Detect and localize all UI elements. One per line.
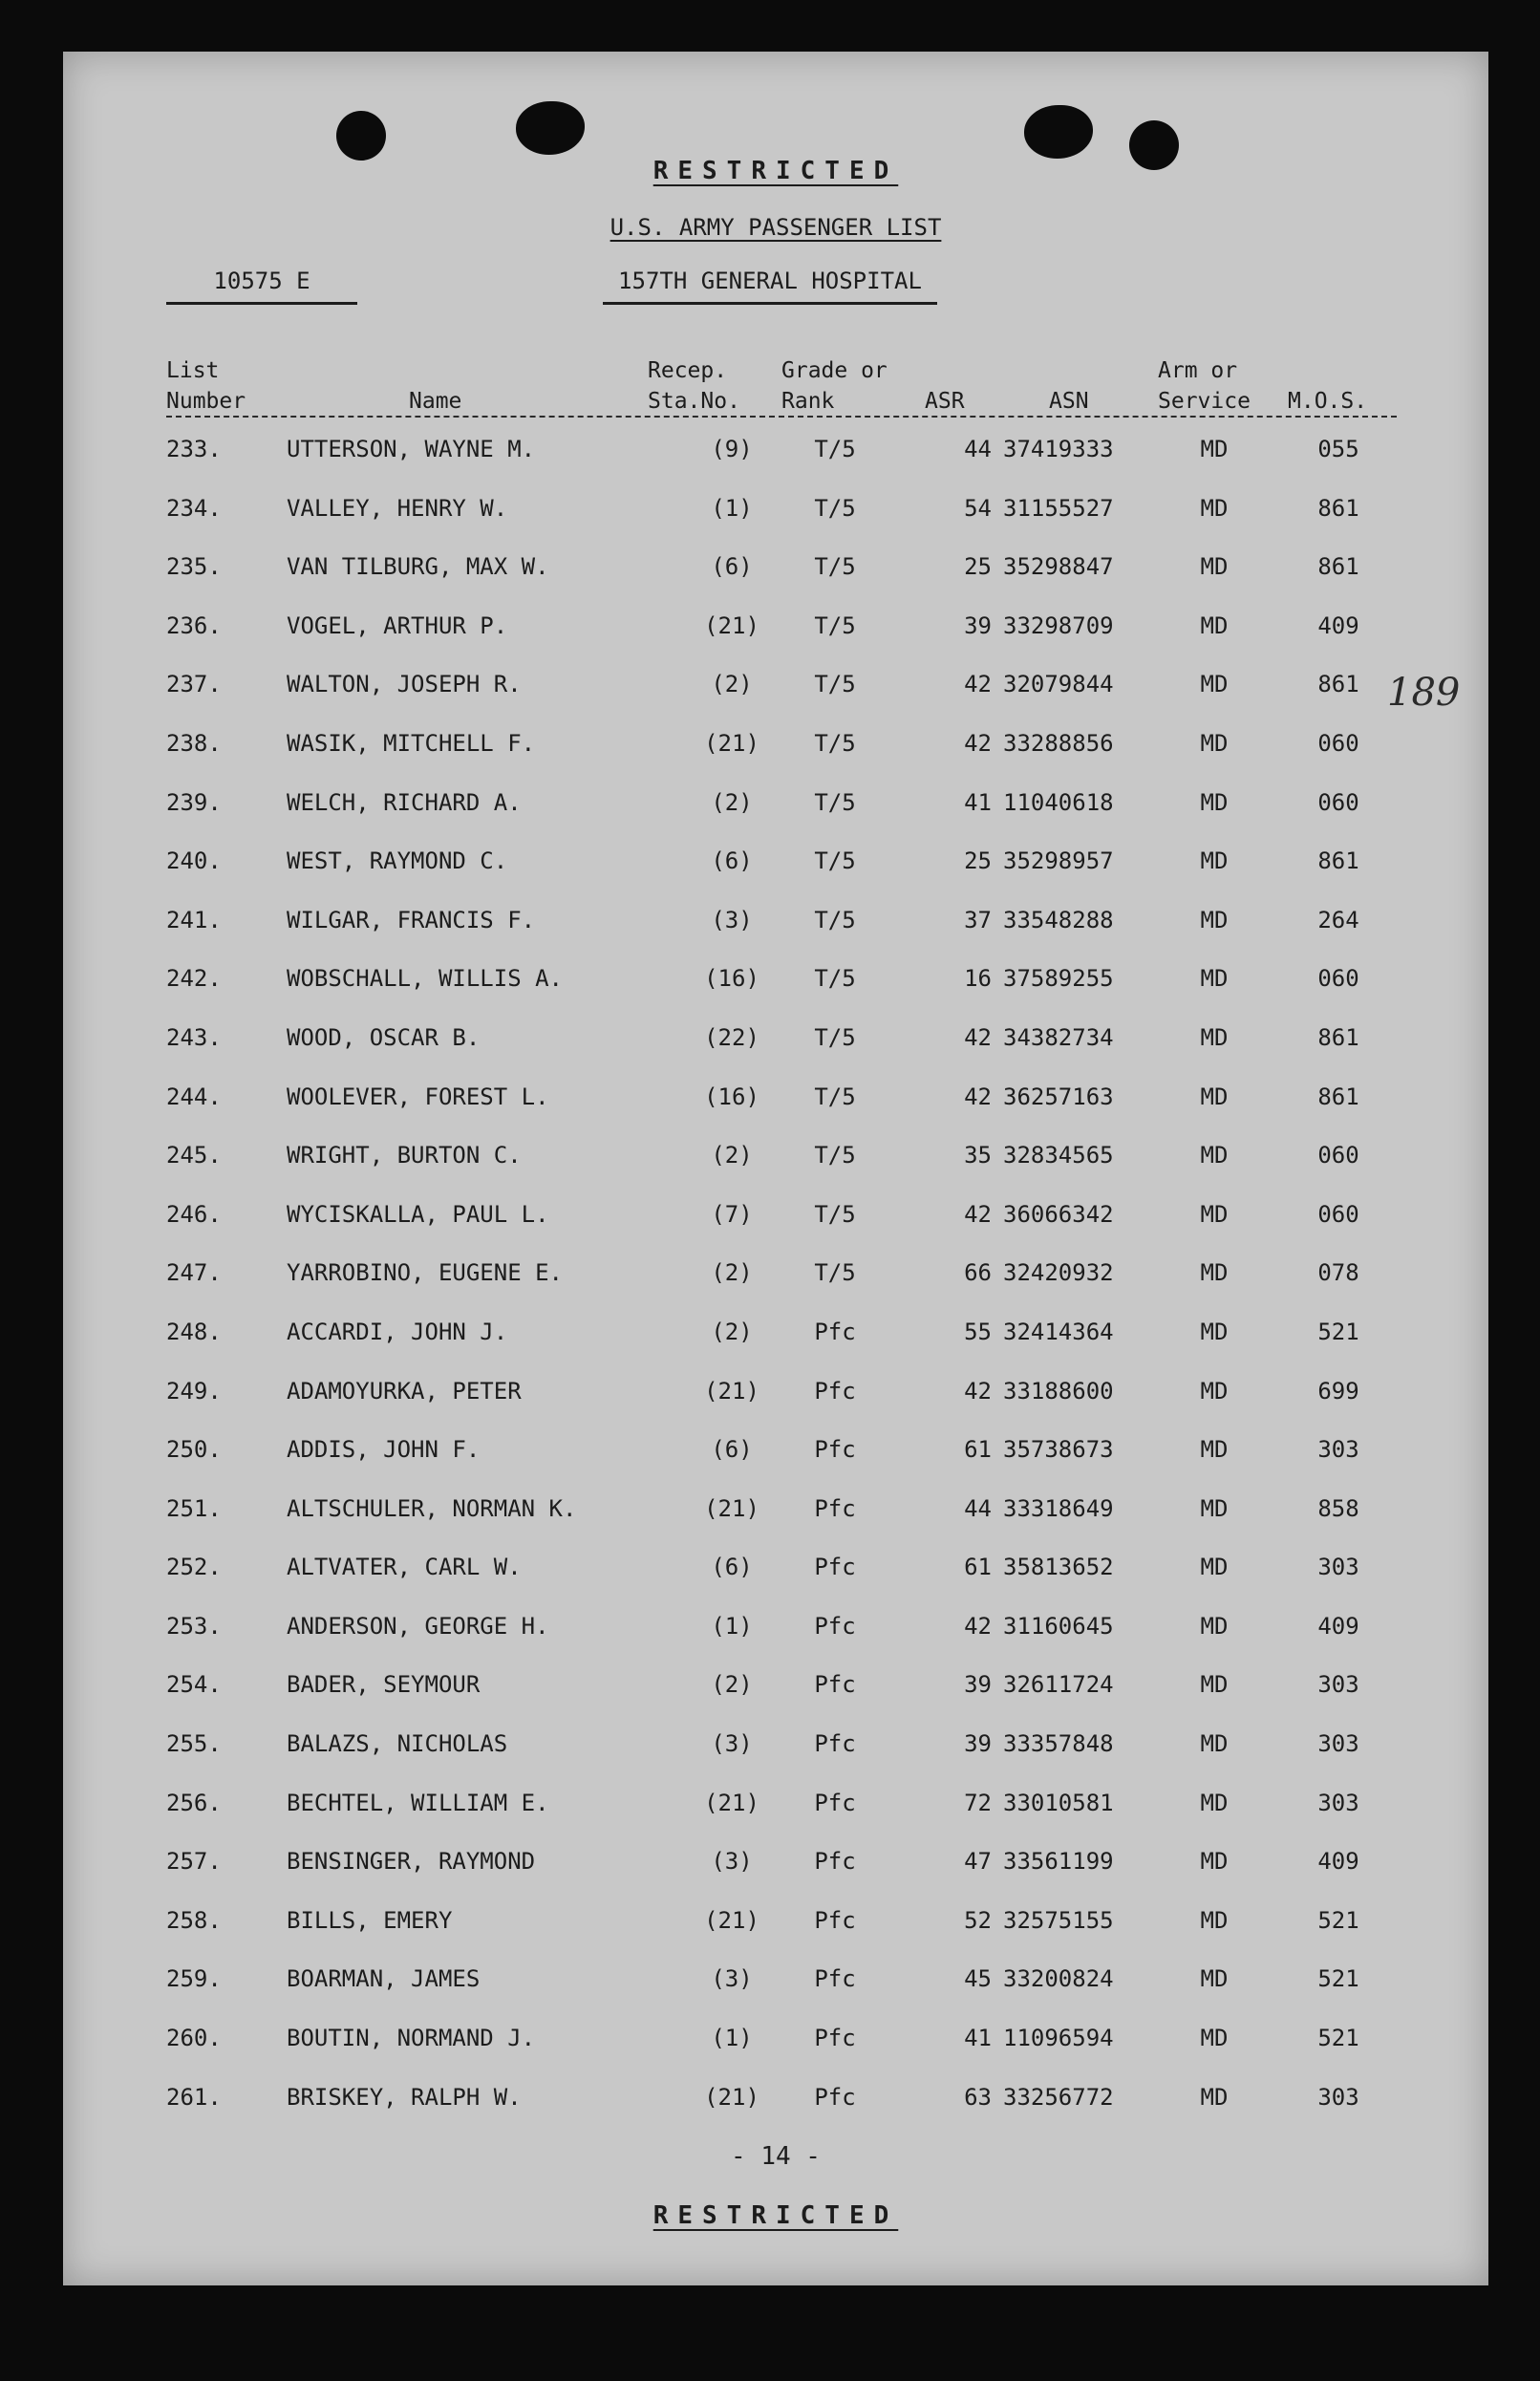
table-row: [63, 1495, 1488, 1555]
arm-service: MD: [1200, 494, 1229, 522]
mos-code: 060: [1317, 965, 1359, 993]
station-number: (2): [711, 671, 753, 698]
list-number: 247.: [166, 1259, 222, 1287]
passenger-name: WOBSCHALL, WILLIS A.: [287, 965, 563, 993]
serial-number: 35298847: [1003, 553, 1114, 581]
asr-score: 54: [964, 494, 992, 522]
serial-number: 11040618: [1003, 788, 1114, 816]
arm-service: MD: [1200, 671, 1229, 698]
grade-rank: Pfc: [814, 1318, 856, 1345]
arm-service: MD: [1200, 2083, 1229, 2111]
grade-rank: Pfc: [814, 1494, 856, 1522]
serial-number: 31155527: [1003, 494, 1114, 522]
mos-code: 303: [1317, 1730, 1359, 1758]
mos-code: 060: [1317, 729, 1359, 757]
table-row: [63, 612, 1488, 672]
station-number: (21): [704, 1906, 759, 1934]
mos-code: 409: [1317, 1612, 1359, 1640]
station-number: (21): [704, 1377, 759, 1405]
passenger-name: WYCISKALLA, PAUL L.: [287, 1200, 549, 1228]
passenger-name: WASIK, MITCHELL F.: [287, 729, 536, 757]
station-number: (2): [711, 1318, 753, 1345]
table-row: [63, 1142, 1488, 1201]
serial-number: 33288856: [1003, 729, 1114, 757]
passenger-name: VAN TILBURG, MAX W.: [287, 553, 549, 581]
serial-number: 33256772: [1003, 2083, 1114, 2111]
passenger-name: ACCARDI, JOHN J.: [287, 1318, 508, 1345]
station-number: (7): [711, 1200, 753, 1228]
document-title: U.S. ARMY PASSENGER LIST: [610, 214, 942, 241]
mos-code: 055: [1317, 436, 1359, 462]
mos-code: 521: [1317, 1318, 1359, 1345]
passenger-name: VALLEY, HENRY W.: [287, 494, 508, 522]
grade-rank: T/5: [814, 436, 856, 462]
station-number: (21): [704, 611, 759, 639]
header-classification: RESTRICTED: [652, 157, 899, 185]
passenger-name: ALTSCHULER, NORMAN K.: [287, 1494, 577, 1522]
grade-rank: T/5: [814, 553, 856, 581]
arm-service: MD: [1200, 2025, 1229, 2052]
grade-rank: T/5: [814, 1023, 856, 1051]
mos-code: 060: [1317, 1142, 1359, 1169]
col-header-name: Name: [409, 389, 462, 414]
table-row: [63, 1378, 1488, 1437]
mos-code: 861: [1317, 553, 1359, 581]
mos-code: 861: [1317, 1023, 1359, 1051]
asr-score: 61: [964, 1436, 992, 1464]
mos-code: 521: [1317, 1906, 1359, 1934]
mos-code: 060: [1317, 1200, 1359, 1228]
passenger-name: UTTERSON, WAYNE M.: [287, 436, 536, 462]
serial-number: 34382734: [1003, 1023, 1114, 1051]
arm-service: MD: [1200, 1259, 1229, 1287]
grade-rank: Pfc: [814, 1671, 856, 1699]
list-number: 235.: [166, 553, 222, 581]
list-code: 10575 E: [166, 268, 357, 305]
passenger-name: YARROBINO, EUGENE E.: [287, 1259, 563, 1287]
arm-service: MD: [1200, 847, 1229, 875]
table-row: [63, 907, 1488, 966]
passenger-name: WOOLEVER, FOREST L.: [287, 1083, 549, 1110]
station-number: (6): [711, 1436, 753, 1464]
mos-code: 699: [1317, 1377, 1359, 1405]
passenger-name: VOGEL, ARTHUR P.: [287, 611, 508, 639]
mos-code: 303: [1317, 2083, 1359, 2111]
asr-score: 42: [964, 1200, 992, 1228]
header-rule: [166, 416, 1397, 418]
passenger-name: WOOD, OSCAR B.: [287, 1023, 481, 1051]
serial-number: 32834565: [1003, 1142, 1114, 1169]
asr-score: 41: [964, 788, 992, 816]
col-header-station: Recep. Sta.No.: [648, 358, 740, 414]
arm-service: MD: [1200, 1142, 1229, 1169]
serial-number: 31160645: [1003, 1612, 1114, 1640]
station-number: (21): [704, 1494, 759, 1522]
table-row: [63, 1730, 1488, 1790]
arm-service: MD: [1200, 553, 1229, 581]
grade-rank: T/5: [814, 965, 856, 993]
asr-score: 61: [964, 1554, 992, 1581]
table-row: [63, 1790, 1488, 1849]
grade-rank: T/5: [814, 788, 856, 816]
grade-rank: Pfc: [814, 1377, 856, 1405]
serial-number: 35813652: [1003, 1554, 1114, 1581]
passenger-name: BECHTEL, WILLIAM E.: [287, 1789, 549, 1816]
serial-number: 32414364: [1003, 1318, 1114, 1345]
list-number: 236.: [166, 611, 222, 639]
mos-code: 861: [1317, 671, 1359, 698]
serial-number: 36257163: [1003, 1083, 1114, 1110]
col-header-grade: Grade or Rank: [781, 358, 888, 414]
table-row: [63, 1024, 1488, 1083]
list-number: 237.: [166, 671, 222, 698]
arm-service: MD: [1200, 1965, 1229, 1993]
grade-rank: Pfc: [814, 2083, 856, 2111]
station-number: (2): [711, 1671, 753, 1699]
table-row: [63, 1671, 1488, 1730]
serial-number: 37589255: [1003, 965, 1114, 993]
list-number: 258.: [166, 1906, 222, 1934]
list-number: 234.: [166, 494, 222, 522]
arm-service: MD: [1200, 906, 1229, 933]
serial-number: 33318649: [1003, 1494, 1114, 1522]
grade-rank: T/5: [814, 729, 856, 757]
station-number: (3): [711, 906, 753, 933]
list-number: 244.: [166, 1083, 222, 1110]
table-row: [63, 671, 1488, 730]
col-header-asn: ASN: [1049, 389, 1089, 414]
station-number: (3): [711, 1848, 753, 1876]
serial-number: 32079844: [1003, 671, 1114, 698]
table-row: [63, 1436, 1488, 1495]
station-number: (16): [704, 965, 759, 993]
arm-service: MD: [1200, 1848, 1229, 1876]
asr-score: 35: [964, 1142, 992, 1169]
asr-score: 42: [964, 1023, 992, 1051]
grade-rank: T/5: [814, 494, 856, 522]
list-number: 233.: [166, 436, 222, 462]
grade-rank: Pfc: [814, 1848, 856, 1876]
punch-hole-right-inner: [1024, 105, 1093, 159]
col-header-asr: ASR: [925, 389, 965, 414]
document-page: [63, 52, 1488, 2285]
mos-code: 303: [1317, 1436, 1359, 1464]
asr-score: 45: [964, 1965, 992, 1993]
mos-code: 409: [1317, 611, 1359, 639]
asr-score: 42: [964, 1377, 992, 1405]
col-header-list-number: List Number: [166, 358, 246, 414]
station-number: (1): [711, 494, 753, 522]
mos-code: 060: [1317, 788, 1359, 816]
station-number: (2): [711, 1259, 753, 1287]
passenger-name: WEST, RAYMOND C.: [287, 847, 508, 875]
station-number: (22): [704, 1023, 759, 1051]
passenger-name: ALTVATER, CARL W.: [287, 1554, 522, 1581]
grade-rank: Pfc: [814, 1554, 856, 1581]
asr-score: 55: [964, 1318, 992, 1345]
list-number: 254.: [166, 1671, 222, 1699]
list-number: 246.: [166, 1200, 222, 1228]
asr-score: 25: [964, 553, 992, 581]
asr-score: 42: [964, 1083, 992, 1110]
list-number: 248.: [166, 1318, 222, 1345]
mos-code: 303: [1317, 1554, 1359, 1581]
passenger-name: BILLS, EMERY: [287, 1906, 453, 1934]
grade-rank: T/5: [814, 847, 856, 875]
serial-number: 32575155: [1003, 1906, 1114, 1934]
station-number: (2): [711, 1142, 753, 1169]
serial-number: 33188600: [1003, 1377, 1114, 1405]
passenger-name: WALTON, JOSEPH R.: [287, 671, 522, 698]
serial-number: 33200824: [1003, 1965, 1114, 1993]
passenger-name: WRIGHT, BURTON C.: [287, 1142, 522, 1169]
passenger-name: ANDERSON, GEORGE H.: [287, 1612, 549, 1640]
station-number: (6): [711, 847, 753, 875]
arm-service: MD: [1200, 1494, 1229, 1522]
grade-rank: Pfc: [814, 1965, 856, 1993]
grade-rank: Pfc: [814, 2025, 856, 2052]
table-row: [63, 847, 1488, 907]
mos-code: 303: [1317, 1671, 1359, 1699]
serial-number: 33561199: [1003, 1848, 1114, 1876]
passenger-name: WILGAR, FRANCIS F.: [287, 906, 536, 933]
list-number: 241.: [166, 906, 222, 933]
serial-number: 33357848: [1003, 1730, 1114, 1758]
list-number: 249.: [166, 1377, 222, 1405]
asr-score: 25: [964, 847, 992, 875]
asr-score: 47: [964, 1848, 992, 1876]
list-number: 256.: [166, 1789, 222, 1816]
list-number: 260.: [166, 2025, 222, 2052]
grade-rank: Pfc: [814, 1906, 856, 1934]
asr-score: 63: [964, 2083, 992, 2111]
table-row: [63, 1848, 1488, 1907]
list-number: 253.: [166, 1612, 222, 1640]
table-row: [63, 495, 1488, 554]
list-number: 245.: [166, 1142, 222, 1169]
asr-score: 52: [964, 1906, 992, 1934]
serial-number: 32420932: [1003, 1259, 1114, 1287]
arm-service: MD: [1200, 1671, 1229, 1699]
mos-code: 409: [1317, 1848, 1359, 1876]
passenger-name: ADAMOYURKA, PETER: [287, 1377, 522, 1405]
mos-code: 858: [1317, 1494, 1359, 1522]
asr-score: 42: [964, 1612, 992, 1640]
arm-service: MD: [1200, 729, 1229, 757]
grade-rank: Pfc: [814, 1730, 856, 1758]
mos-code: 303: [1317, 1789, 1359, 1816]
grade-rank: T/5: [814, 906, 856, 933]
punch-hole-left: [336, 111, 386, 161]
asr-score: 44: [964, 436, 992, 462]
station-number: (9): [711, 436, 753, 462]
table-row: [63, 2025, 1488, 2084]
station-number: (3): [711, 1730, 753, 1758]
arm-service: MD: [1200, 436, 1229, 462]
passenger-name: BENSINGER, RAYMOND: [287, 1848, 536, 1876]
arm-service: MD: [1200, 1377, 1229, 1405]
grade-rank: T/5: [814, 1142, 856, 1169]
grade-rank: T/5: [814, 1259, 856, 1287]
mos-code: 861: [1317, 494, 1359, 522]
table-row: [63, 730, 1488, 789]
passenger-name: ADDIS, JOHN F.: [287, 1436, 481, 1464]
list-number: 259.: [166, 1965, 222, 1993]
list-number: 238.: [166, 729, 222, 757]
table-row: [63, 1613, 1488, 1672]
margin-note: 189: [1387, 671, 1461, 715]
station-number: (2): [711, 788, 753, 816]
asr-score: 44: [964, 1494, 992, 1522]
asr-score: 39: [964, 1671, 992, 1699]
table-row: [63, 1083, 1488, 1143]
list-number: 255.: [166, 1730, 222, 1758]
table-row: [63, 553, 1488, 612]
grade-rank: Pfc: [814, 1436, 856, 1464]
asr-score: 39: [964, 611, 992, 639]
station-number: (1): [711, 2025, 753, 2052]
passenger-name: BOUTIN, NORMAND J.: [287, 2025, 536, 2052]
station-number: (6): [711, 1554, 753, 1581]
table-row: [63, 1554, 1488, 1613]
grade-rank: T/5: [814, 1083, 856, 1110]
table-row: [63, 789, 1488, 848]
mos-code: 521: [1317, 2025, 1359, 2052]
grade-rank: T/5: [814, 671, 856, 698]
asr-score: 42: [964, 729, 992, 757]
arm-service: MD: [1200, 1612, 1229, 1640]
page-number: - 14 -: [731, 2142, 821, 2171]
list-number: 250.: [166, 1436, 222, 1464]
serial-number: 35738673: [1003, 1436, 1114, 1464]
passenger-name: BOARMAN, JAMES: [287, 1965, 481, 1993]
list-number: 261.: [166, 2083, 222, 2111]
mos-code: 861: [1317, 847, 1359, 875]
serial-number: 33548288: [1003, 906, 1114, 933]
serial-number: 33010581: [1003, 1789, 1114, 1816]
asr-score: 42: [964, 671, 992, 698]
passenger-name: WELCH, RICHARD A.: [287, 788, 522, 816]
footer-classification: RESTRICTED: [652, 2201, 899, 2230]
serial-number: 33298709: [1003, 611, 1114, 639]
list-number: 240.: [166, 847, 222, 875]
arm-service: MD: [1200, 611, 1229, 639]
list-number: 242.: [166, 965, 222, 993]
arm-service: MD: [1200, 1083, 1229, 1110]
punch-hole-left-inner: [516, 101, 585, 155]
station-number: (21): [704, 729, 759, 757]
list-number: 252.: [166, 1554, 222, 1581]
arm-service: MD: [1200, 788, 1229, 816]
asr-score: 37: [964, 906, 992, 933]
arm-service: MD: [1200, 1200, 1229, 1228]
table-row: [63, 1319, 1488, 1378]
arm-service: MD: [1200, 1906, 1229, 1934]
table-row: [63, 1965, 1488, 2025]
mos-code: 521: [1317, 1965, 1359, 1993]
list-number: 239.: [166, 788, 222, 816]
serial-number: 35298957: [1003, 847, 1114, 875]
arm-service: MD: [1200, 1554, 1229, 1581]
grade-rank: T/5: [814, 611, 856, 639]
passenger-name: BADER, SEYMOUR: [287, 1671, 481, 1699]
arm-service: MD: [1200, 1789, 1229, 1816]
station-number: (6): [711, 553, 753, 581]
table-row: [63, 2084, 1488, 2143]
arm-service: MD: [1200, 965, 1229, 993]
unit-name: 157TH GENERAL HOSPITAL: [603, 268, 937, 305]
table-row: [63, 965, 1488, 1024]
grade-rank: Pfc: [814, 1789, 856, 1816]
asr-score: 72: [964, 1789, 992, 1816]
passenger-name: BALAZS, NICHOLAS: [287, 1730, 508, 1758]
arm-service: MD: [1200, 1318, 1229, 1345]
table-row: [63, 1201, 1488, 1260]
serial-number: 11096594: [1003, 2025, 1114, 2052]
passenger-table: [63, 436, 1488, 2142]
col-header-arm: Arm or Service: [1158, 358, 1251, 414]
station-number: (21): [704, 1789, 759, 1816]
serial-number: 37419333: [1003, 436, 1114, 462]
station-number: (3): [711, 1965, 753, 1993]
asr-score: 41: [964, 2025, 992, 2052]
asr-score: 66: [964, 1259, 992, 1287]
mos-code: 264: [1317, 906, 1359, 933]
table-row: [63, 436, 1488, 495]
grade-rank: Pfc: [814, 1612, 856, 1640]
station-number: (1): [711, 1612, 753, 1640]
grade-rank: T/5: [814, 1200, 856, 1228]
list-number: 243.: [166, 1023, 222, 1051]
table-row: [63, 1907, 1488, 1966]
mos-code: 078: [1317, 1259, 1359, 1287]
mos-code: 861: [1317, 1083, 1359, 1110]
list-number: 257.: [166, 1848, 222, 1876]
arm-service: MD: [1200, 1436, 1229, 1464]
arm-service: MD: [1200, 1023, 1229, 1051]
station-number: (16): [704, 1083, 759, 1110]
asr-score: 16: [964, 965, 992, 993]
passenger-name: BRISKEY, RALPH W.: [287, 2083, 522, 2111]
serial-number: 32611724: [1003, 1671, 1114, 1699]
arm-service: MD: [1200, 1730, 1229, 1758]
serial-number: 36066342: [1003, 1200, 1114, 1228]
table-row: [63, 1259, 1488, 1319]
station-number: (21): [704, 2083, 759, 2111]
list-number: 251.: [166, 1494, 222, 1522]
col-header-mos: M.O.S.: [1288, 389, 1368, 414]
asr-score: 39: [964, 1730, 992, 1758]
